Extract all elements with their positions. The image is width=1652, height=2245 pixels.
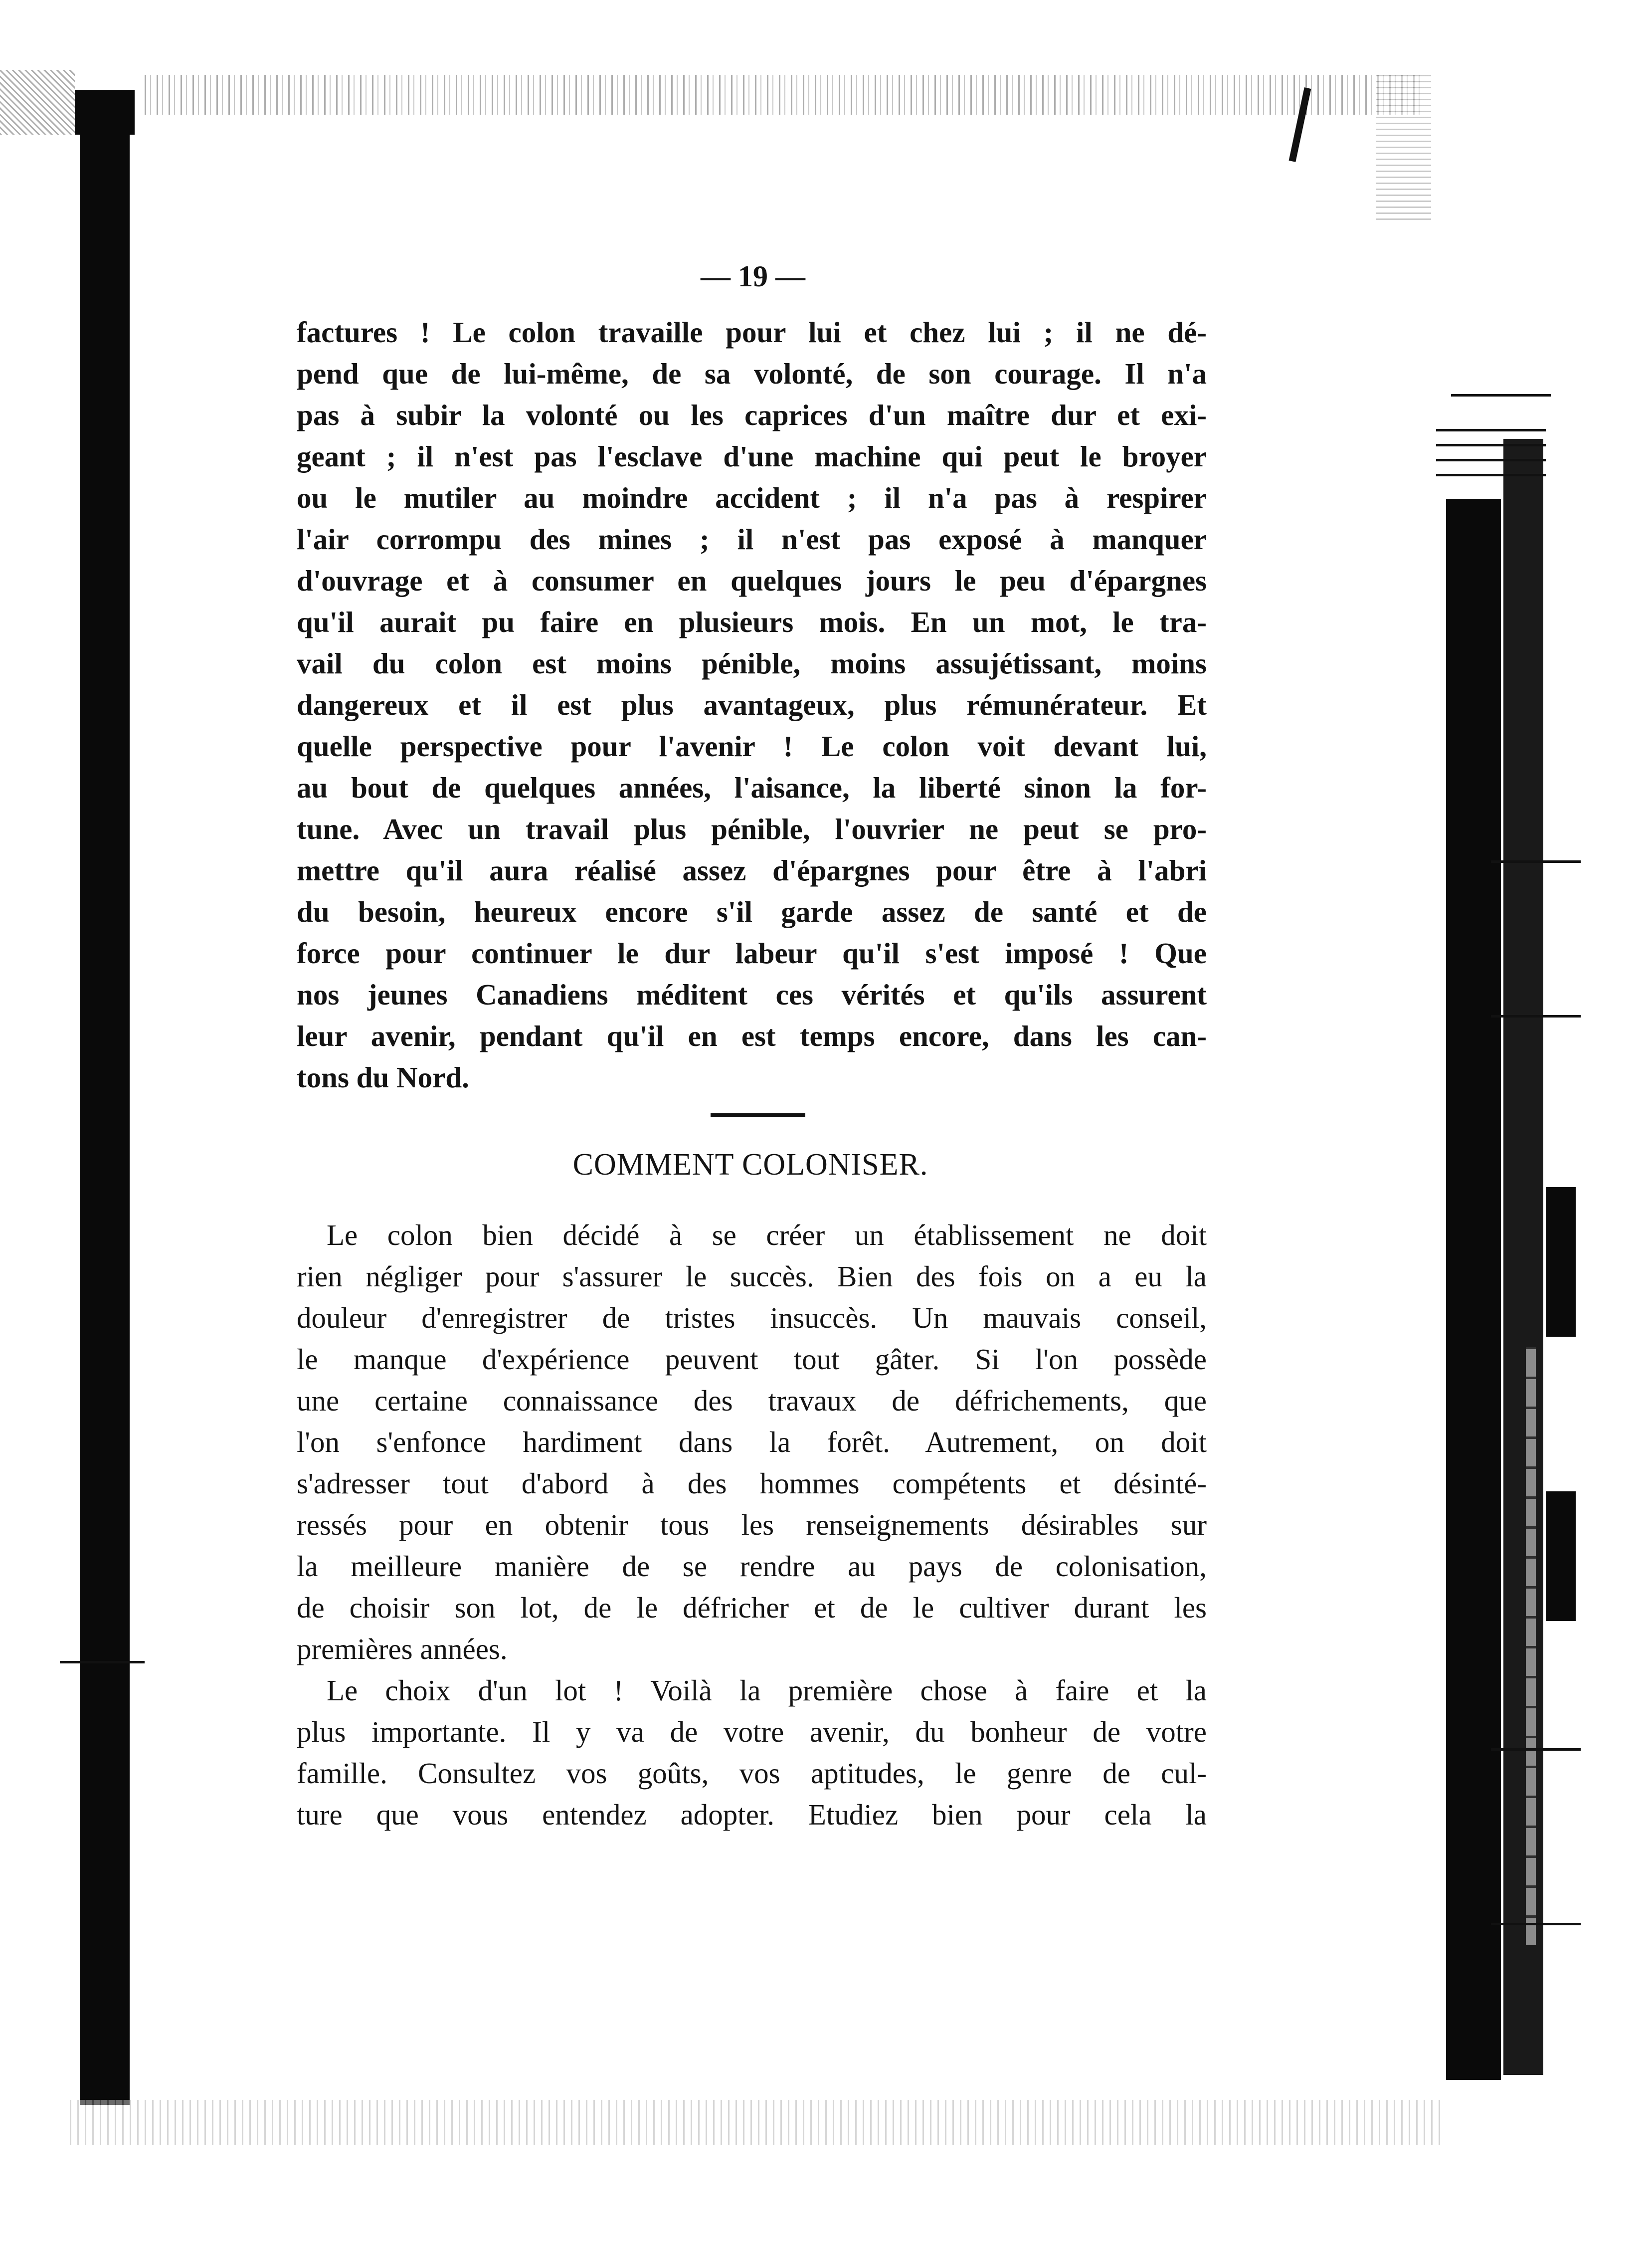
right-edge-block-lower xyxy=(1546,1491,1576,1621)
edge-line xyxy=(60,1661,145,1663)
scan-top-right-noise xyxy=(1376,75,1431,224)
text-line: dangereux et il est plus avantageux, plus rémunérateur. Et xyxy=(297,688,1207,721)
right-page-edge xyxy=(1446,499,1501,2080)
edge-line xyxy=(1491,860,1581,863)
section-heading: COMMENT COLONISER. xyxy=(572,1148,928,1182)
text-line: quelle perspective pour l'avenir ! Le colon voit devant lui, xyxy=(297,730,1207,763)
edge-line xyxy=(1491,1923,1581,1925)
text-line: douleur d'enregistrer de tristes insuccès. Un mauvais conseil, xyxy=(297,1301,1207,1334)
text-line: la meilleure manière de se rendre au pays de colonisation, xyxy=(297,1550,1207,1583)
text-line: une certaine connaissance des travaux de défrichements, que xyxy=(297,1384,1207,1417)
page-number: — 19 — xyxy=(701,260,805,293)
text-line: qu'il aurait pu faire en plusieurs mois. En un mot, le tra- xyxy=(297,606,1207,638)
section-separator-rule xyxy=(711,1113,805,1117)
edge-line xyxy=(1436,474,1546,476)
book-spine-shadow-top xyxy=(75,90,135,135)
text-line: de choisir son lot, de le défricher et de le cultiver durant les xyxy=(297,1591,1207,1624)
text-line: Le choix d'un lot ! Voilà la première chose à faire et la xyxy=(327,1674,1207,1707)
text-line: vail du colon est moins pénible, moins assujétissant, moins xyxy=(297,647,1207,680)
text-line: pend que de lui-même, de sa volonté, de son courage. Il n'a xyxy=(297,357,1207,390)
section-body xyxy=(297,1215,1207,1836)
text-line: Le colon bien décidé à se créer un établissement ne doit xyxy=(327,1219,1207,1251)
right-edge-dots xyxy=(1526,1347,1536,1945)
text-line: geant ; il n'est pas l'esclave d'une machine qui peut le broyer xyxy=(297,440,1207,473)
scan-corner-noise xyxy=(0,70,75,135)
edge-line xyxy=(1436,459,1546,461)
text-line: du besoin, heureux encore s'il garde assez de santé et de xyxy=(297,895,1207,928)
text-line: leur avenir, pendant qu'il en est temps encore, dans les can- xyxy=(297,1020,1207,1052)
text-line: d'ouvrage et à consumer en quelques jours le peu d'épargnes xyxy=(297,564,1207,597)
edge-line xyxy=(1436,444,1546,446)
text-line: l'on s'enfonce hardiment dans la forêt. Autrement, on doit xyxy=(297,1426,1207,1458)
text-line: pas à subir la volonté ou les caprices d'un maître dur et exi- xyxy=(297,399,1207,431)
text-line: ressés pour en obtenir tous les renseignements désirables sur xyxy=(297,1508,1207,1541)
text-line: s'adresser tout d'abord à des hommes compétents et désinté- xyxy=(297,1467,1207,1500)
text-line: nos jeunes Canadiens méditent ces vérités et qu'ils assurent xyxy=(297,978,1207,1011)
edge-line xyxy=(1451,394,1551,397)
scan-bottom-edge-noise xyxy=(70,2100,1441,2145)
right-page-edge-shadow xyxy=(1503,439,1543,2075)
text-line: au bout de quelques années, l'aisance, la liberté sinon la for- xyxy=(297,771,1207,804)
edge-line xyxy=(1491,1015,1581,1018)
text-line: ou le mutiler au moindre accident ; il n'a pas à respirer xyxy=(297,481,1207,514)
text-line: le manque d'expérience peuvent tout gâter. Si l'on possède xyxy=(297,1343,1207,1376)
text-line: ture que vous entendez adopter. Etudiez bien pour cela la xyxy=(297,1798,1207,1831)
edge-line xyxy=(1491,1748,1581,1751)
text-line: tune. Avec un travail plus pénible, l'ouvrier ne peut se pro- xyxy=(297,813,1207,845)
text-line: mettre qu'il aura réalisé assez d'épargnes pour être à l'abri xyxy=(297,854,1207,887)
text-line: plus importante. Il y va de votre avenir, du bonheur de votre xyxy=(297,1715,1207,1748)
right-edge-block-upper xyxy=(1546,1187,1576,1337)
text-line: famille. Consultez vos goûts, vos aptitudes, le genre de cul- xyxy=(297,1757,1207,1790)
book-spine-shadow xyxy=(80,130,130,2105)
edge-line xyxy=(1436,429,1546,431)
text-line: premières années. xyxy=(297,1633,508,1665)
text-line: rien négliger pour s'assurer le succès. Bien des fois on a eu la xyxy=(297,1260,1207,1293)
text-line: tons du Nord. xyxy=(297,1061,469,1094)
text-line: l'air corrompu des mines ; il n'est pas exposé à manquer xyxy=(297,523,1207,556)
paragraph-continuation xyxy=(297,312,1207,1098)
scan-top-edge-noise xyxy=(145,75,1421,115)
text-line: factures ! Le colon travaille pour lui et chez lui ; il ne dé- xyxy=(297,316,1207,349)
text-line: force pour continuer le dur labeur qu'il s'est imposé ! Que xyxy=(297,937,1207,970)
